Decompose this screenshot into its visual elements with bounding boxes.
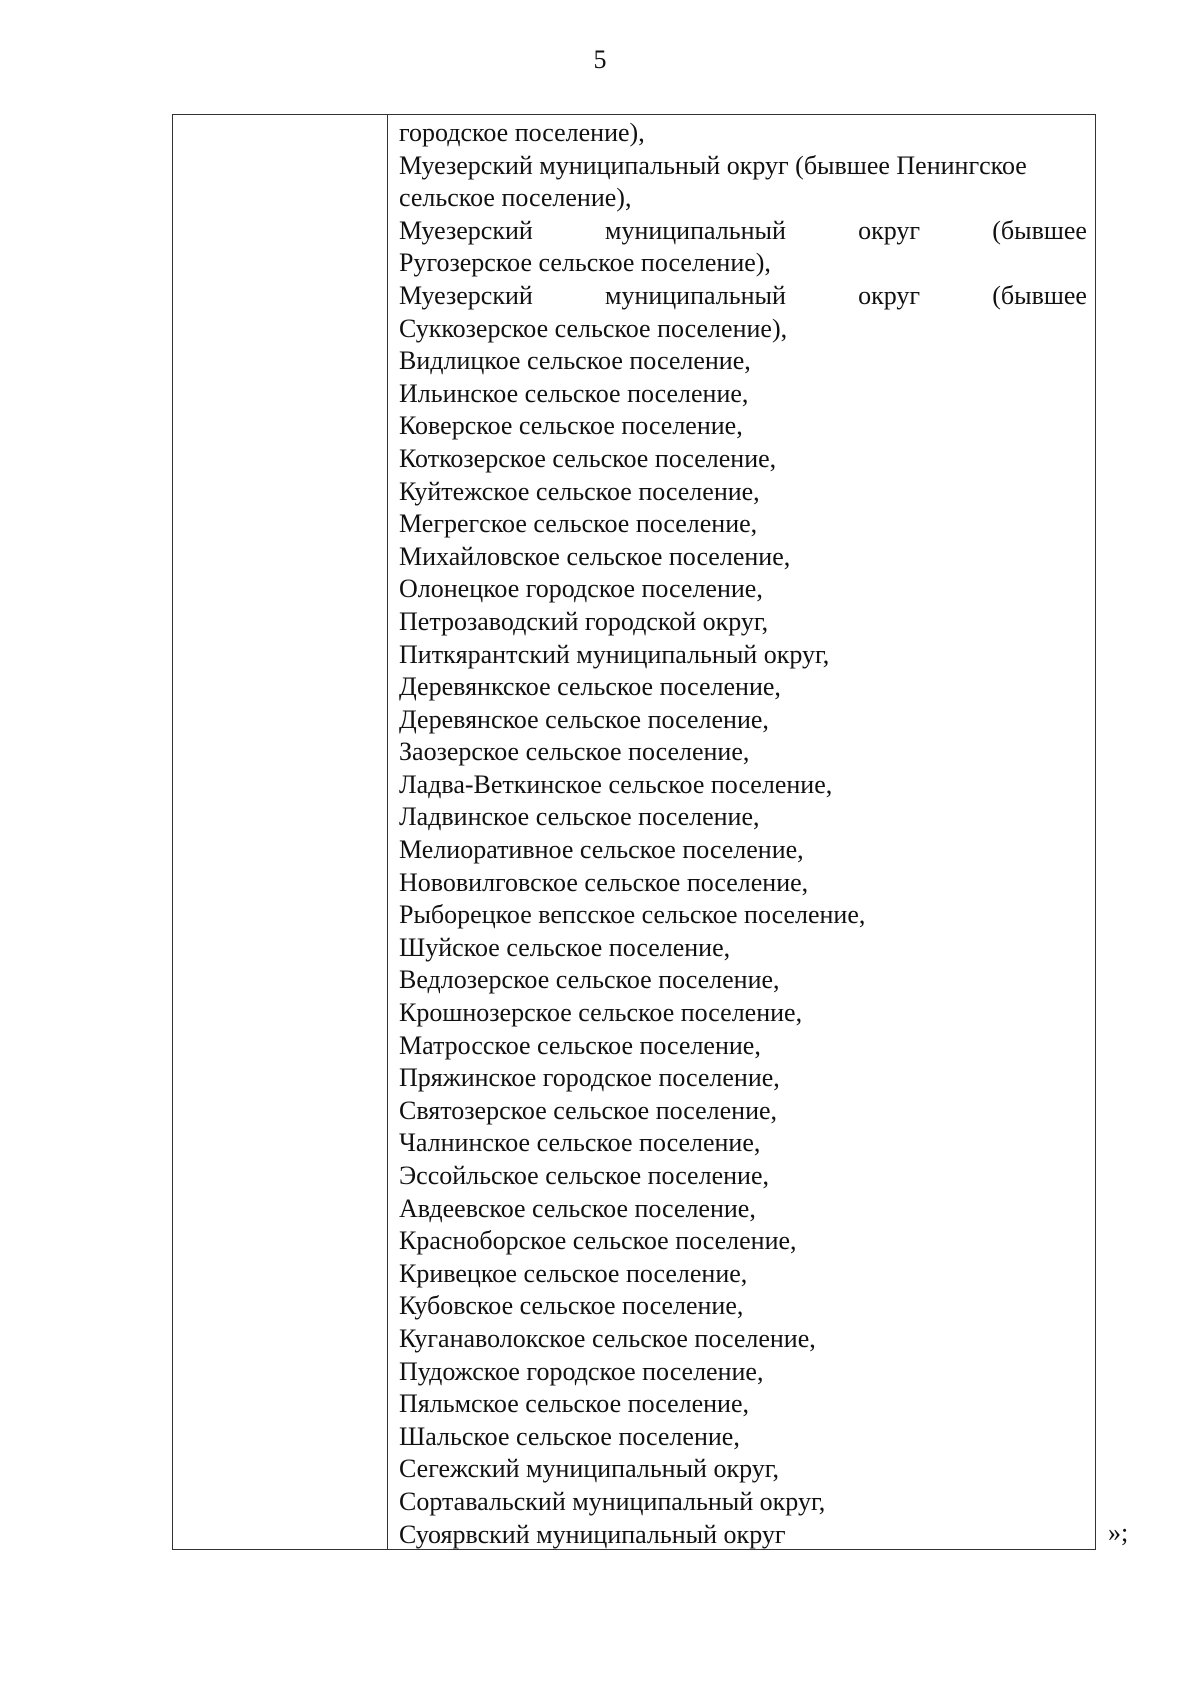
municipality-line: Суккозерское сельское поселение), [399, 313, 788, 343]
municipality-line: Ладвинское сельское поселение, [399, 802, 760, 832]
municipality-line: Шуйское сельское поселение, [399, 932, 731, 962]
municipality-line: Заозерское сельское поселение, [399, 737, 750, 767]
municipality-line [399, 280, 1087, 313]
municipality-line: Ладва-Веткинское сельское поселение, [399, 769, 833, 799]
municipality-line: Ругозерское сельское поселение), [399, 248, 771, 278]
municipality-line: Рыборецкое вепсское сельское поселение, [399, 900, 866, 930]
municipality-line: Петрозаводский городской округ, [399, 606, 769, 636]
municipality-line: Деревянкское сельское поселение, [399, 672, 781, 702]
municipality-line: сельское поселение), [399, 183, 632, 213]
municipality-line: Кубовское сельское поселение, [399, 1291, 744, 1321]
document-table [172, 114, 1096, 1550]
municipality-line: Пряжинское городское поселение, [399, 1063, 780, 1093]
municipality-line: Эссойльское сельское поселение, [399, 1161, 769, 1190]
municipality-line: Коверское сельское поселение, [399, 411, 743, 441]
municipality-word: округ [858, 280, 921, 310]
municipality-line: Пудожское городское поселение, [399, 1356, 764, 1386]
municipality-line: Авдеевское сельское поселение, [399, 1193, 756, 1223]
municipality-word: Муезерский [399, 280, 533, 310]
municipality-line: Куганаволокское сельское поселение, [399, 1323, 816, 1353]
municipality-line: Муезерский муниципальный округ (бывшее Пенингское [399, 150, 1027, 180]
municipality-word: муниципальный [604, 215, 786, 245]
municipality-line: Мелиоративное сельское поселение, [399, 835, 804, 865]
closing-quote-mark: »; [1108, 1518, 1129, 1547]
municipality-line: Питкярантский муниципальный округ, [399, 639, 830, 669]
municipality-line: Святозерское сельское поселение, [399, 1095, 778, 1125]
municipality-word: Муезерский [399, 215, 533, 245]
table-left-cell [173, 115, 387, 1549]
column-divider [387, 115, 388, 1549]
municipality-line: Михайловское сельское поселение, [399, 541, 791, 571]
municipality-line: Сортавальский муниципальный округ, [399, 1486, 826, 1516]
municipality-word: муниципальный [604, 280, 786, 310]
table-right-cell [399, 117, 1087, 1551]
municipality-line: Крошнозерское сельское поселение, [399, 998, 803, 1028]
municipality-line: Кривецкое сельское поселение, [399, 1258, 748, 1288]
municipality-line: Коткозерское сельское поселение, [399, 443, 777, 473]
municipality-line: городское поселение), [399, 118, 645, 147]
municipality-line [399, 215, 1087, 248]
municipality-line: Олонецкое городское поселение, [399, 574, 763, 604]
municipality-line: Шальское сельское поселение, [399, 1421, 740, 1451]
municipality-line: Ведлозерское сельское поселение, [399, 965, 780, 995]
page-number: 5 [593, 45, 607, 74]
municipality-line: Сегежский муниципальный округ, [399, 1454, 779, 1484]
municipality-word: (бывшее [992, 280, 1087, 310]
municipality-line: Мегрегское сельское поселение, [399, 509, 758, 539]
municipality-line: Чалнинское сельское поселение, [399, 1128, 761, 1158]
municipality-word: (бывшее [992, 215, 1087, 245]
municipality-line: Нововилговское сельское поселение, [399, 867, 809, 897]
municipality-word: округ [858, 215, 921, 245]
municipality-line: Пяльмское сельское поселение, [399, 1389, 750, 1419]
municipality-line: Суоярвский муниципальный округ [399, 1519, 786, 1549]
municipality-line: Красноборское сельское поселение, [399, 1226, 797, 1256]
municipality-line: Видлицкое сельское поселение, [399, 346, 751, 376]
municipality-line: Куйтежское сельское поселение, [399, 476, 760, 506]
municipality-line: Ильинское сельское поселение, [399, 378, 749, 408]
municipality-line: Матросское сельское поселение, [399, 1030, 761, 1060]
municipality-line: Деревянское сельское поселение, [399, 704, 769, 734]
